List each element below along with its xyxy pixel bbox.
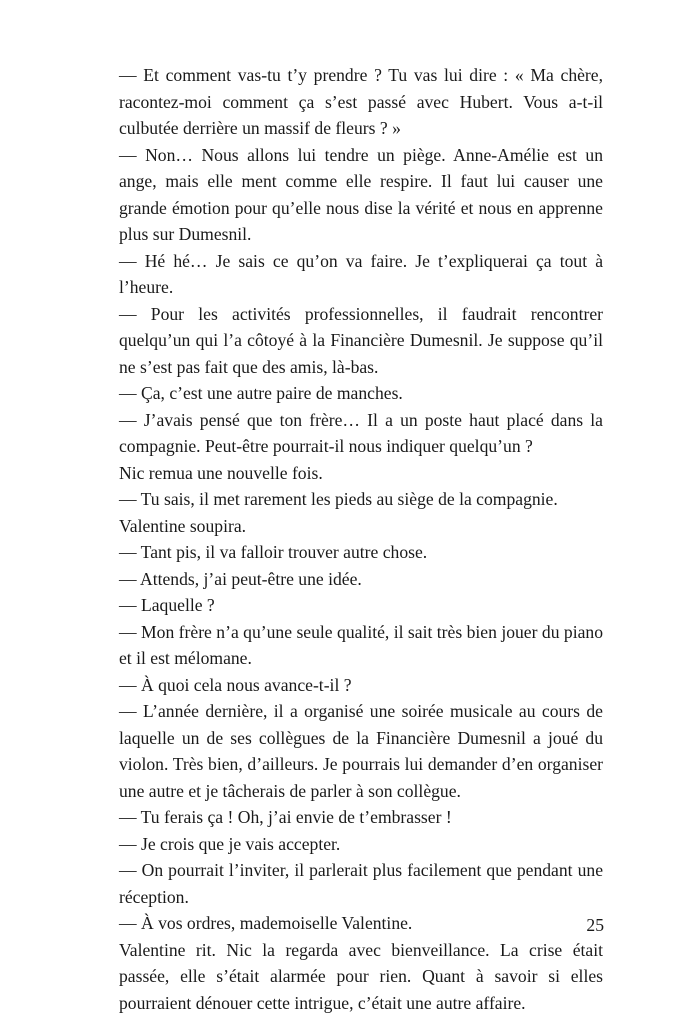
- paragraph: Valentine soupira.: [119, 513, 603, 540]
- paragraph: — Laquelle ?: [119, 592, 603, 619]
- page-number: 25: [560, 914, 604, 936]
- paragraph: — On pourrait l’inviter, il parlerait plus facilement que pendant une réception.: [119, 857, 603, 910]
- paragraph: — J’avais pensé que ton frère… Il a un poste haut placé dans la compagnie. Peut-être pourrait-il nous indiquer quelqu’un ?: [119, 407, 603, 460]
- paragraph: — À vos ordres, mademoiselle Valentine.: [119, 910, 603, 937]
- paragraph: — À quoi cela nous avance-t-il ?: [119, 672, 603, 699]
- paragraph: — Ça, c’est une autre paire de manches.: [119, 380, 603, 407]
- paragraph: — Hé hé… Je sais ce qu’on va faire. Je t’expliquerai ça tout à l’heure.: [119, 248, 603, 301]
- paragraph: Nic remua une nouvelle fois.: [119, 460, 603, 487]
- page-body: [119, 62, 603, 1016]
- paragraph: — Tu ferais ça ! Oh, j’ai envie de t’embrasser !: [119, 804, 603, 831]
- paragraph: — Non… Nous allons lui tendre un piège. Anne-Amélie est un ange, mais elle ment comme elle respire. Il faut lui causer une grande émotion pour qu’elle nous dise la vérité et nous en apprenne plus sur Dumesnil.: [119, 142, 603, 248]
- paragraph: — Mon frère n’a qu’une seule qualité, il sait très bien jouer du piano et il est mélomane.: [119, 619, 603, 672]
- paragraph: — Attends, j’ai peut-être une idée.: [119, 566, 603, 593]
- paragraph: — Tant pis, il va falloir trouver autre chose.: [119, 539, 603, 566]
- paragraph: — Pour les activités professionnelles, il faudrait rencontrer quelqu’un qui l’a côtoyé à la Financière Dumesnil. Je suppose qu’il ne s’est pas fait que des amis, là-bas.: [119, 301, 603, 381]
- paragraph: — Tu sais, il met rarement les pieds au siège de la compagnie.: [119, 486, 603, 513]
- paragraph: — Je crois que je vais accepter.: [119, 831, 603, 858]
- paragraph: — Et comment vas-tu t’y prendre ? Tu vas lui dire : « Ma chère, racontez-moi comment ça s’est passé avec Hubert. Vous a-t-il culbutée derrière un massif de fleurs ? »: [119, 62, 603, 142]
- paragraph: — L’année dernière, il a organisé une soirée musicale au cours de laquelle un de ses collègues de la Financière Dumesnil a joué du violon. Très bien, d’ailleurs. Je pourrais lui demander d’en organiser une autre et je tâcherais de parler à son collègue.: [119, 698, 603, 804]
- paragraph: Valentine rit. Nic la regarda avec bienveillance. La crise était passée, elle s’était alarmée pour rien. Quant à savoir si elles pourraient dénouer cette intrigue, c’était une autre affaire.: [119, 937, 603, 1016]
